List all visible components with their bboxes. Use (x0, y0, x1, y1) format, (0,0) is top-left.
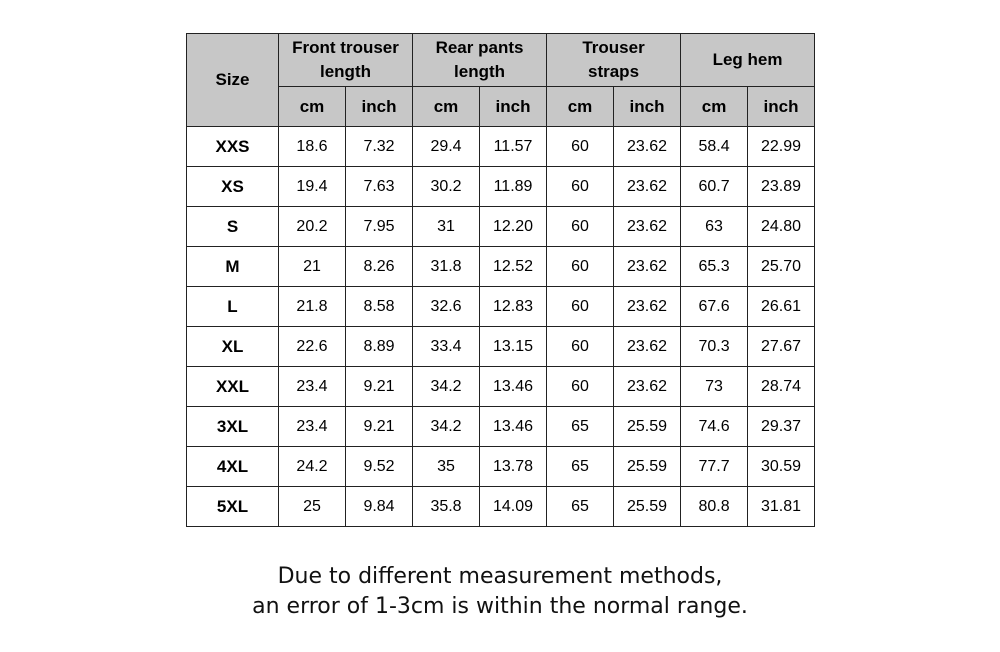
measurement-cell: 80.8 (681, 487, 748, 527)
measurement-cell: 27.67 (748, 327, 815, 367)
unit-header: inch (748, 87, 815, 127)
measurement-cell: 73 (681, 367, 748, 407)
group-header-line: length (454, 62, 506, 81)
measurement-cell: 23.89 (748, 167, 815, 207)
table-row (187, 127, 815, 167)
group-header-line: Trouser (582, 38, 645, 57)
measurement-cell: 60 (547, 207, 614, 247)
group-header-line: Front trouser (292, 38, 399, 57)
measurement-cell: 11.89 (480, 167, 547, 207)
measurement-cell: 31 (413, 207, 480, 247)
group-header-trouser-straps (547, 34, 681, 87)
group-header-line: Rear pants (435, 38, 524, 57)
table-row (187, 407, 815, 447)
measurement-cell: 32.6 (413, 287, 480, 327)
measurement-cell: 23.62 (614, 287, 681, 327)
table-row (187, 287, 815, 327)
unit-header: inch (346, 87, 413, 127)
measurement-cell: 22.99 (748, 127, 815, 167)
size-column-header: Size (187, 34, 279, 127)
measurement-cell: 23.4 (279, 367, 346, 407)
unit-header: inch (614, 87, 681, 127)
header-row-groups (187, 34, 815, 87)
size-cell: 5XL (187, 487, 279, 527)
size-cell: 4XL (187, 447, 279, 487)
measurement-cell: 77.7 (681, 447, 748, 487)
measurement-cell: 11.57 (480, 127, 547, 167)
measurement-cell: 21 (279, 247, 346, 287)
measurement-cell: 13.46 (480, 367, 547, 407)
measurement-cell: 21.8 (279, 287, 346, 327)
measurement-cell: 9.84 (346, 487, 413, 527)
measurement-cell: 70.3 (681, 327, 748, 367)
measurement-cell: 9.52 (346, 447, 413, 487)
measurement-cell: 23.62 (614, 367, 681, 407)
measurement-cell: 24.2 (279, 447, 346, 487)
measurement-cell: 25 (279, 487, 346, 527)
measurement-cell: 60 (547, 247, 614, 287)
measurement-cell: 13.78 (480, 447, 547, 487)
measurement-cell: 58.4 (681, 127, 748, 167)
measurement-cell: 30.2 (413, 167, 480, 207)
measurement-cell: 23.62 (614, 127, 681, 167)
measurement-cell: 35.8 (413, 487, 480, 527)
note-line: Due to different measurement methods, (277, 564, 723, 589)
measurement-cell: 67.6 (681, 287, 748, 327)
unit-header: inch (480, 87, 547, 127)
size-cell: XXL (187, 367, 279, 407)
note-line: an error of 1-3cm is within the normal range. (252, 594, 748, 619)
measurement-cell: 25.59 (614, 407, 681, 447)
group-header-line: Leg hem (712, 50, 783, 69)
measurement-cell: 9.21 (346, 367, 413, 407)
measurement-cell: 23.4 (279, 407, 346, 447)
size-cell: 3XL (187, 407, 279, 447)
unit-header: cm (279, 87, 346, 127)
measurement-cell: 34.2 (413, 407, 480, 447)
measurement-note (0, 562, 1000, 622)
measurement-cell: 24.80 (748, 207, 815, 247)
size-cell: L (187, 287, 279, 327)
measurement-cell: 23.62 (614, 247, 681, 287)
measurement-cell: 8.89 (346, 327, 413, 367)
measurement-cell: 12.52 (480, 247, 547, 287)
unit-header: cm (547, 87, 614, 127)
measurement-cell: 12.83 (480, 287, 547, 327)
size-chart-table (186, 33, 815, 527)
size-cell: XS (187, 167, 279, 207)
group-header-leg-hem (681, 34, 815, 87)
measurement-cell: 25.70 (748, 247, 815, 287)
measurement-cell: 22.6 (279, 327, 346, 367)
size-cell: M (187, 247, 279, 287)
measurement-cell: 33.4 (413, 327, 480, 367)
measurement-cell: 25.59 (614, 487, 681, 527)
measurement-cell: 34.2 (413, 367, 480, 407)
measurement-cell: 7.32 (346, 127, 413, 167)
measurement-cell: 23.62 (614, 207, 681, 247)
unit-header: cm (681, 87, 748, 127)
measurement-cell: 8.58 (346, 287, 413, 327)
measurement-cell: 7.95 (346, 207, 413, 247)
measurement-cell: 20.2 (279, 207, 346, 247)
measurement-cell: 74.6 (681, 407, 748, 447)
size-cell: XL (187, 327, 279, 367)
measurement-cell: 60 (547, 127, 614, 167)
measurement-cell: 7.63 (346, 167, 413, 207)
table-row (187, 167, 815, 207)
measurement-cell: 29.4 (413, 127, 480, 167)
measurement-cell: 28.74 (748, 367, 815, 407)
table-header (187, 34, 815, 127)
measurement-cell: 23.62 (614, 327, 681, 367)
header-row-units (187, 87, 815, 127)
measurement-cell: 65.3 (681, 247, 748, 287)
measurement-cell: 23.62 (614, 167, 681, 207)
measurement-cell: 63 (681, 207, 748, 247)
group-header-line: length (320, 62, 371, 81)
group-header-rear-pants-length (413, 34, 547, 87)
measurement-cell: 65 (547, 487, 614, 527)
measurement-cell: 60 (547, 287, 614, 327)
measurement-cell: 25.59 (614, 447, 681, 487)
measurement-cell: 65 (547, 447, 614, 487)
measurement-cell: 13.15 (480, 327, 547, 367)
measurement-cell: 26.61 (748, 287, 815, 327)
size-cell: XXS (187, 127, 279, 167)
measurement-cell: 12.20 (480, 207, 547, 247)
measurement-cell: 60 (547, 367, 614, 407)
measurement-cell: 29.37 (748, 407, 815, 447)
measurement-cell: 30.59 (748, 447, 815, 487)
measurement-cell: 8.26 (346, 247, 413, 287)
measurement-cell: 60 (547, 167, 614, 207)
measurement-cell: 13.46 (480, 407, 547, 447)
table-row (187, 207, 815, 247)
table-row (187, 447, 815, 487)
table-row (187, 327, 815, 367)
table-row (187, 487, 815, 527)
measurement-cell: 14.09 (480, 487, 547, 527)
group-header-front-trouser-length (279, 34, 413, 87)
measurement-cell: 19.4 (279, 167, 346, 207)
measurement-cell: 35 (413, 447, 480, 487)
measurement-cell: 31.8 (413, 247, 480, 287)
measurement-cell: 65 (547, 407, 614, 447)
measurement-cell: 60 (547, 327, 614, 367)
measurement-cell: 31.81 (748, 487, 815, 527)
table-row (187, 367, 815, 407)
group-header-line: straps (588, 62, 640, 81)
table-row (187, 247, 815, 287)
measurement-cell: 18.6 (279, 127, 346, 167)
measurement-cell: 9.21 (346, 407, 413, 447)
size-cell: S (187, 207, 279, 247)
table-body (187, 127, 815, 527)
unit-header: cm (413, 87, 480, 127)
measurement-cell: 60.7 (681, 167, 748, 207)
